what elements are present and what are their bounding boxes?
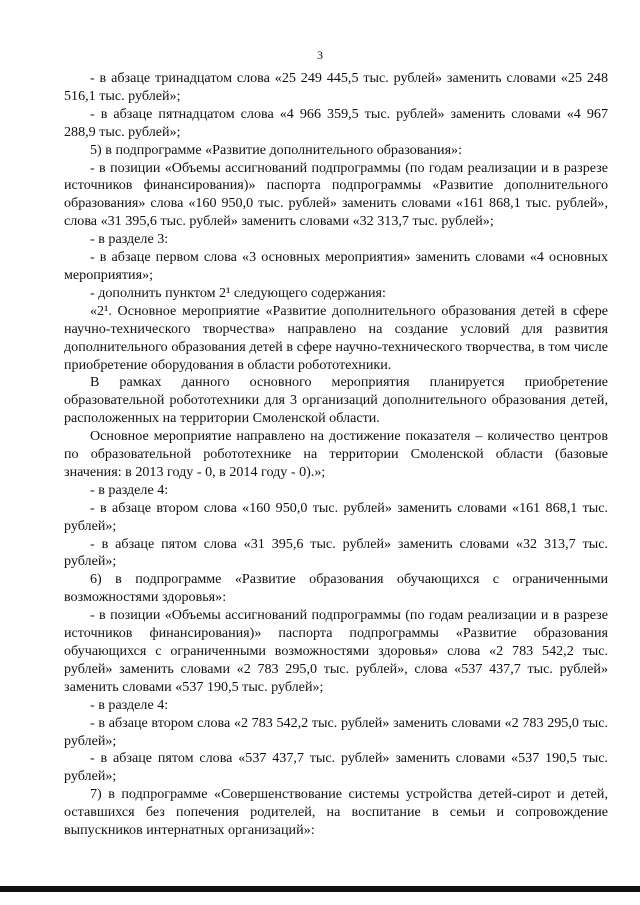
paragraph: - в разделе 4: <box>90 481 169 498</box>
paragraph: - в позиции «Объемы ассигнований подпрограммы (по годам реализации и в разрезе источников финансирования)» паспорта подпрограммы «Развитие дополнительного образования» слова «160 950,0 тыс. рублей» заменить словами «161 868,1 тыс. рублей», слова «31 395,6 тыс. рублей» заменить словами «32 313,7 тыс. рублей»; <box>64 159 608 230</box>
paragraph: - в абзаце первом слова «3 основных мероприятия» заменить словами «4 основных мероприятия»; <box>64 249 608 283</box>
paragraph: 7) в подпрограмме «Совершенствование системы устройства детей-сирот и детей, оставшихся без попечения родителей, на воспитание в семьи и сопровождение выпускников интернатных организаций»: <box>64 786 608 839</box>
paragraph: «2¹. Основное мероприятие «Развитие дополнительного образования детей в сфере научно-технического творчества» направлено на создание условий для развития дополнительного образования детей в сфере научно-технического творчества, в том числе приобретение оборудования в области робототехники. <box>64 302 608 373</box>
paragraph: 5) в подпрограмме «Развитие дополнительного образования»: <box>90 141 463 158</box>
paragraph: - в разделе 4: <box>90 696 169 713</box>
document-body <box>64 70 608 840</box>
paragraph: - в разделе 3: <box>90 231 169 248</box>
paragraph: - в абзаце тринадцатом слова «25 249 445,5 тыс. рублей» заменить словами «25 248 516,1 тыс. рублей»; <box>64 70 608 104</box>
paragraph: - в абзаце втором слова «2 783 542,2 тыс. рублей» заменить словами «2 783 295,0 тыс. рублей»; <box>64 714 608 749</box>
paragraph: - в абзаце пятнадцатом слова «4 966 359,5 тыс. рублей» заменить словами «4 967 288,9 тыс. рублей»; <box>64 105 608 140</box>
scan-edge-bar <box>0 886 640 892</box>
paragraph: - в абзаце втором слова «160 950,0 тыс. рублей» заменить словами «161 868,1 тыс. рублей»; <box>64 499 608 534</box>
page-number: 3 <box>317 48 323 62</box>
paragraph: Основное мероприятие направлено на достижение показателя – количество центров по образовательной робототехнике на территории Смоленской области (базовые значения: в 2013 году - 0, в 2014 году - 0).»; <box>64 428 608 480</box>
paragraph: 6) в подпрограмме «Развитие образования обучающихся с ограниченными возможностями здоровья»: <box>64 571 608 606</box>
paragraph: В рамках данного основного мероприятия планируется приобретение образовательной робототехники для 3 организаций дополнительного образования детей, расположенных на территории Смоленской области. <box>64 374 608 427</box>
paragraph: - дополнить пунктом 2¹ следующего содержания: <box>90 284 386 301</box>
paragraph: - в абзаце пятом слова «537 437,7 тыс. рублей» заменить словами «537 190,5 тыс. рублей»; <box>64 750 608 785</box>
paragraph: - в абзаце пятом слова «31 395,6 тыс. рублей» заменить словами «32 313,7 тыс. рублей»; <box>64 535 608 570</box>
paragraph: - в позиции «Объемы ассигнований подпрограммы (по годам реализации и в разрезе источников финансирования)» паспорта подпрограммы «Развитие образования обучающихся с ограниченными возможностями здоровья» слова «2 783 542,2 тыс. рублей» заменить словами «2 783 295,0 тыс. рублей», слова «537 437,7 тыс. рублей» заменить словами «537 190,5 тыс. рублей»; <box>64 607 608 695</box>
